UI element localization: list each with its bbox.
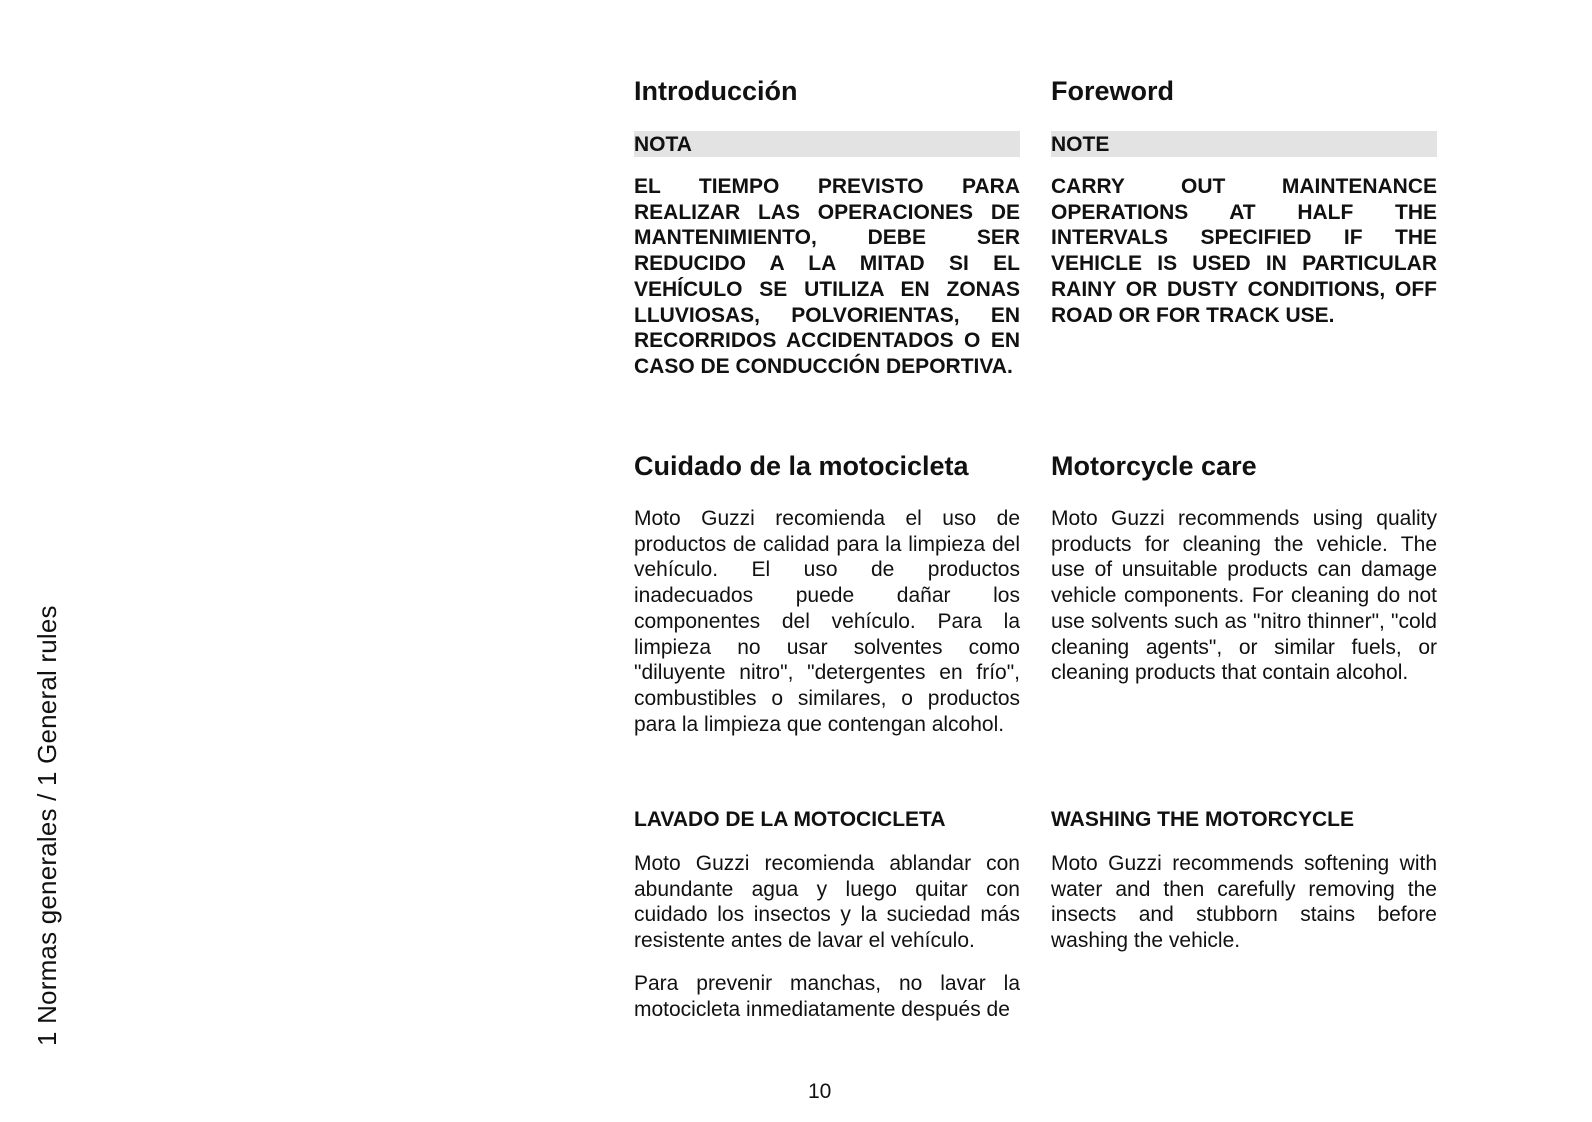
spanish-care-text: Moto Guzzi recomienda el uso de productos de calidad para la limpieza del vehículo. El uso de productos inadecuados puede dañar los componentes del vehículo. Para la limpieza no usar solventes como "diluyente nitro", "detergentes en frío", combustibles o similares, o productos para la limpieza que contengan alcohol. [634,507,1020,736]
page-number: 10 [808,1080,832,1103]
chapter-side-label: 1 Normas generales / 1 General rules [32,605,62,1046]
english-note-label: NOTE [1051,131,1437,157]
spanish-note-label: NOTA [634,131,1020,157]
spanish-washing-text-2: Para prevenir manchas, no lavar la motocicleta inmediatamente después de [634,972,1020,1021]
english-note-text: CARRY OUT MAINTENANCE OPERATIONS AT HALF THE INTERVALS SPECIFIED IF THE VEHICLE IS USED IN PARTICULAR RAINY OR DUSTY CONDITIONS, OFF ROAD OR FOR TRACK USE. [1051,175,1437,327]
spanish-washing-title: LAVADO DE LA MOTOCICLETA [634,808,946,831]
spanish-note-text: EL TIEMPO PREVISTO PARA REALIZAR LAS OPERACIONES DE MANTENIMIENTO, DEBE SER REDUCIDO A LA MITAD SI EL VEHÍCULO SE UTILIZA EN ZONAS LLUVIOSAS, POLVORIENTAS, EN RECORRIDOS ACCIDENTADOS O EN CASO DE CONDUCCIÓN DEPORTIVA. [634,175,1020,378]
english-care-text: Moto Guzzi recommends using quality products for cleaning the vehicle. The use of unsuitable products can damage vehicle components. For cleaning do not use solvents such as "nitro thinner", "cold cleaning agents", or similar fuels, or cleaning products that contain alcohol. [1051,507,1437,685]
english-care-title: Motorcycle care [1051,451,1257,481]
english-washing-text: Moto Guzzi recommends softening with water and then carefully removing the insects and stubborn stains before washing the vehicle. [1051,852,1437,953]
english-washing-title: WASHING THE MOTORCYCLE [1051,808,1354,831]
spanish-care-title: Cuidado de la motocicleta [634,451,969,481]
spanish-intro-title: Introducción [634,76,798,106]
english-intro-title: Foreword [1051,76,1175,106]
spanish-washing-text: Moto Guzzi recomienda ablandar con abundante agua y luego quitar con cuidado los insectos y la suciedad más resistente antes de lavar el vehículo. [634,852,1020,953]
